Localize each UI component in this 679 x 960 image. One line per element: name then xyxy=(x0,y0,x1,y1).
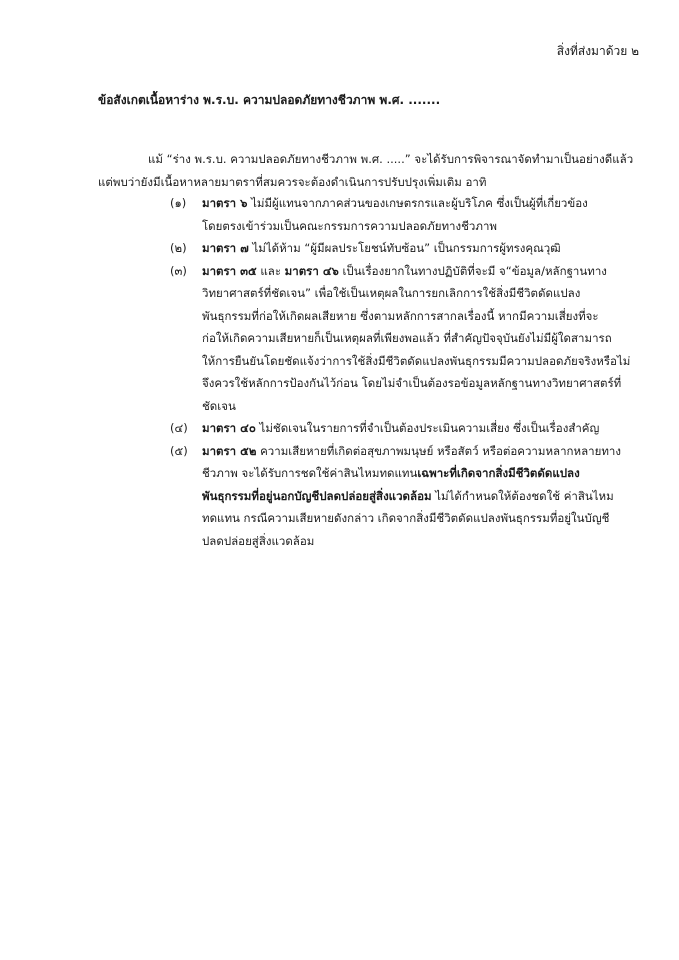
item-text: ไม่มีผู้แทนจากภาคส่วนของเกษตรกรและผู้บริโภค ซึ่งเป็นผู้ที่เกี่ยวข้อง xyxy=(247,196,588,210)
section-ref: มาตรา ๖ xyxy=(202,196,248,210)
intro-line: แม้ “ร่าง พ.ร.บ. ความปลอดภัยทางชีวภาพ พ.ศ. .....” จะได้รับการพิจารณาจัดทำมาเป็นอย่างดีแล้ว xyxy=(148,152,634,166)
item-line: ทดแทน กรณีความเสียหายดังกล่าว เกิดจากสิ่งมีชีวิตดัดแปลงพันธุกรรมที่อยู่ในบัญชี xyxy=(202,511,610,525)
section-ref: มาตรา ๗ xyxy=(202,241,249,255)
section-ref: มาตรา ๕๒ xyxy=(202,443,257,458)
list-item xyxy=(170,440,650,553)
item-text: ไม่ชัดเจนในรายการที่จำเป็นต้องประเมินความเสี่ยง ซึ่งเป็นเรื่องสำคัญ xyxy=(255,421,600,435)
item-number: (๑) xyxy=(170,196,187,210)
item-number: (๓) xyxy=(170,263,187,278)
item-line xyxy=(202,462,650,485)
observation-list xyxy=(170,192,650,552)
item-line: ให้การยืนยันโดยชัดแจ้งว่าการใช้สิ่งมีชีวิตดัดแปลงพันธุกรรมมีความปลอดภัยจริงหรือไม่ xyxy=(202,353,631,368)
item-text: ความเสียหายที่เกิดต่อสุขภาพมนุษย์ หรือสัตว์ หรือต่อความหลากหลายทาง xyxy=(256,443,621,458)
item-body xyxy=(202,260,650,418)
item-text: เป็นเรื่องยากในทางปฏิบัติที่จะมี จ“ข้อมูล/หลักฐานทาง xyxy=(338,263,607,278)
item-line xyxy=(202,192,650,215)
item-line xyxy=(202,237,650,260)
item-line xyxy=(202,485,650,508)
section-ref: มาตรา ๔๐ xyxy=(202,421,256,435)
item-number: (๔) xyxy=(170,421,188,435)
item-number: (๕) xyxy=(170,443,188,458)
list-item xyxy=(170,260,650,418)
list-item xyxy=(170,237,650,260)
item-line: ชัดเจน xyxy=(202,398,236,413)
item-line: จึงควรใช้หลักการป้องกันไว้ก่อน โดยไม่จำเป็นต้องรอข้อมูลหลักฐานทางวิทยาศาสตร์ที่ xyxy=(202,376,622,390)
item-line: ก่อให้เกิดความเสียหายก็เป็นเหตุผลที่เพียงพอแล้ว ที่สำคัญปัจจุบันยังไม่มีผู้ใดสามารถ xyxy=(202,331,612,345)
item-line: โดยตรงเข้าร่วมเป็นคณะกรรมการความปลอดภัยทางชีวภาพ xyxy=(202,218,497,233)
item-line: พันธุกรรมที่ก่อให้เกิดผลเสียหาย ซึ่งตามหลักการสากลเรื่องนี้ หากมีความเสี่ยงที่จะ xyxy=(202,308,599,323)
list-item xyxy=(170,192,650,237)
section-ref: มาตรา ๔๖ xyxy=(284,263,339,278)
item-text: ชีวภาพ จะได้รับการชดใช้ค่าสินไหมทดแทน xyxy=(202,466,418,480)
item-body xyxy=(202,417,650,440)
section-ref: มาตรา ๓๕ xyxy=(202,263,257,278)
item-number: (๒) xyxy=(170,241,187,255)
item-body xyxy=(202,237,650,260)
emphasized-text: เฉพาะที่เกิดจากสิ่งมีชีวิตดัดแปลง xyxy=(417,466,580,480)
item-text: ไม่ได้ห้าม “ผู้มีผลประโยชน์ทับซ้อน” เป็นกรรมการผู้ทรงคุณวุฒิ xyxy=(248,241,561,255)
attachment-label: สิ่งที่ส่งมาด้วย ๒ xyxy=(556,44,639,58)
item-line: ปลดปล่อยสู่สิ่งแวดล้อม xyxy=(202,533,315,548)
item-body xyxy=(202,192,650,237)
item-line xyxy=(202,260,650,283)
document-title: ข้อสังเกตเนื้อหาร่าง พ.ร.บ. ความปลอดภัยทางชีวภาพ พ.ศ. ....... xyxy=(98,93,441,107)
item-line xyxy=(202,440,650,463)
list-item xyxy=(170,417,650,440)
item-text: ไม่ได้กำหนดให้ต้องชดใช้ ค่าสินไหม xyxy=(431,488,614,503)
item-body xyxy=(202,440,650,553)
emphasized-text: พันธุกรรมที่อยู่นอกบัญชีปลดปล่อยสู่สิ่งแวดล้อม xyxy=(202,488,432,503)
intro-line: แต่พบว่ายังมีเนื้อหาหลายมาตราที่สมควรจะต้องดำเนินการปรับปรุงเพิ่มเติม อาทิ xyxy=(98,174,487,189)
item-line: วิทยาศาสตร์ที่ชัดเจน” เพื่อใช้เป็นเหตุผลในการยกเลิกการใช้สิ่งมีชีวิตดัดแปลง xyxy=(202,286,581,300)
item-line xyxy=(202,417,650,440)
intro-paragraph xyxy=(98,148,643,193)
item-text: และ xyxy=(256,263,285,278)
